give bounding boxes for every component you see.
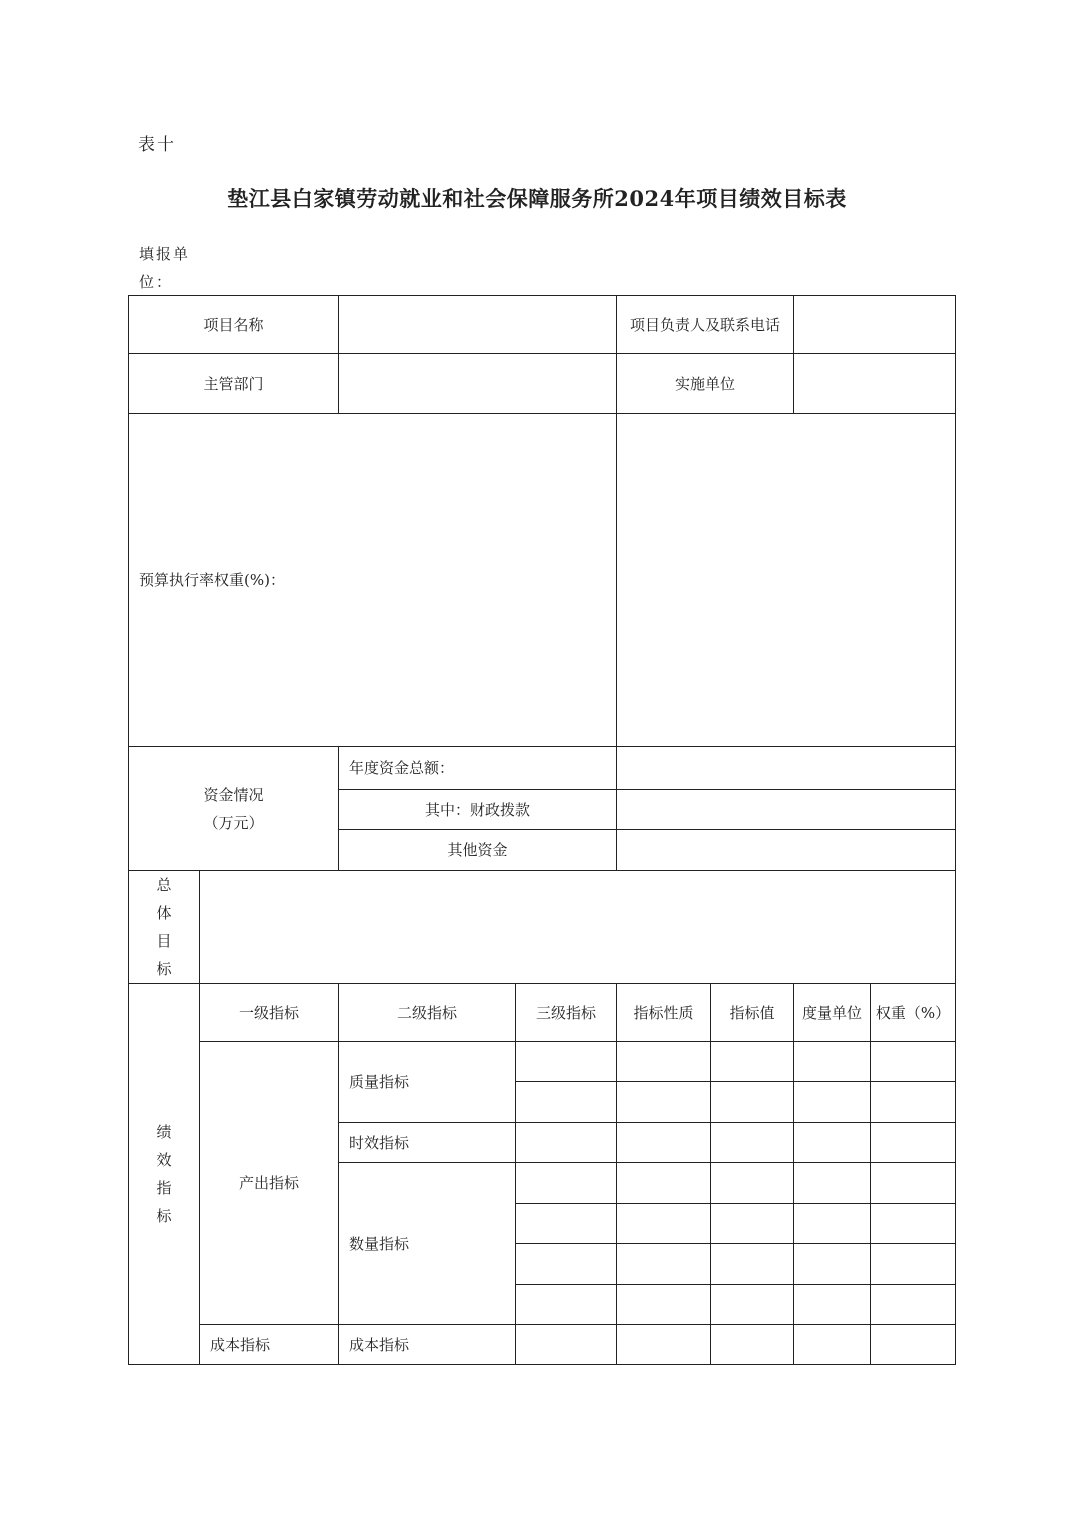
funds-fiscal-label: 其中：财政拨款 (424, 800, 530, 819)
funds-unit: （万元） (203, 813, 264, 832)
project-owner-label: 项目负责人及联系电话 (629, 315, 780, 334)
header-level2: 二级指标 (396, 1003, 457, 1022)
quantity-indicator-label: 数量指标 (349, 1234, 410, 1253)
table-label: 表十 (138, 135, 176, 155)
funds-other-label: 其他资金 (447, 841, 508, 859)
implementer-value[interactable] (794, 354, 955, 413)
page-title: 垫江县白家镇劳动就业和社会保障服务所2024年项目绩效目标表 (227, 186, 847, 211)
implementer-label: 实施单位 (674, 374, 735, 393)
project-name-label: 项目名称 (203, 315, 264, 334)
overall-goal-label: 总体目标 (156, 876, 172, 978)
funds-label: 资金情况 (203, 785, 264, 804)
header-value: 指标值 (729, 1003, 775, 1022)
department-label: 主管部门 (203, 374, 264, 393)
cost-indicator-level2-label: 成本指标 (349, 1335, 410, 1354)
project-owner-value[interactable] (794, 296, 955, 353)
fill-unit-label: 填报单位： (139, 245, 191, 291)
cost-indicator-level1-label: 成本指标 (210, 1335, 271, 1354)
department-value[interactable] (339, 354, 616, 413)
quality-indicator-label: 质量指标 (349, 1073, 410, 1091)
output-indicator-label: 产出指标 (238, 1174, 299, 1192)
header-level1: 一级指标 (238, 1003, 299, 1022)
timeliness-indicator-label: 时效指标 (349, 1133, 410, 1152)
header-level3: 三级指标 (535, 1003, 596, 1022)
header-nature: 指标性质 (633, 1003, 694, 1022)
funds-total-label: 年度资金总额： (349, 759, 455, 777)
funds-label-block (129, 747, 338, 870)
budget-weight-label: 预算执行率权重(%)： (139, 571, 285, 589)
header-unit: 度量单位 (802, 1003, 863, 1022)
performance-indicators-label: 绩效指标 (156, 1123, 172, 1225)
header-weight: 权重（%） (875, 1003, 951, 1022)
budget-weight-value[interactable] (617, 414, 955, 746)
overall-goal-value[interactable] (200, 871, 955, 983)
funds-fiscal-value[interactable] (617, 790, 955, 829)
funds-other-value[interactable] (617, 830, 955, 870)
funds-total-value[interactable] (617, 747, 955, 789)
project-name-value[interactable] (339, 296, 616, 353)
